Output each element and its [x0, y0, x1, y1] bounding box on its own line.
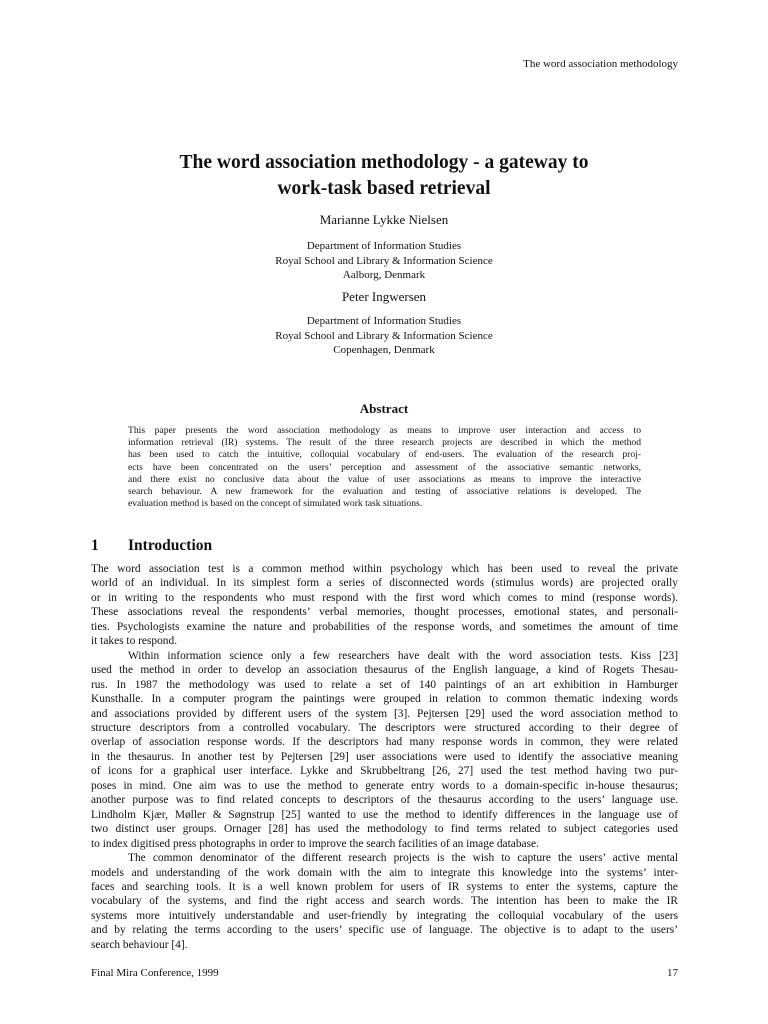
- body-text: [91, 562, 678, 952]
- body-line: These associations reveal the respondents’ verbal memories, thought processes, emotional states, and personali-: [91, 606, 678, 619]
- body-line: models and understanding of the work domain with the aim to integrate this knowledge into the systems’ inter-: [91, 866, 678, 879]
- abstract-line: information retrieval (IR) systems. The result of the three research projects are described in which the method: [128, 437, 641, 449]
- body-line: faces and searching tools. It is a well known problem for users of IR systems to enter the systems, capture the: [91, 880, 678, 893]
- abstract-line: ects have been concentrated on the users’ perception and assessment of the associative semantic networks,: [128, 461, 641, 473]
- body-line: search behaviour [4].: [91, 938, 188, 951]
- abstract-line: and there exist no conclusive data about the value of user associations as means to improve the interactive: [128, 473, 641, 485]
- body-line: and associations provided by different users of the system [3]. Pejtersen [29] used the word association method to: [91, 707, 678, 720]
- author-affiliation: [0, 314, 768, 358]
- title-line: The word association methodology - a gateway to: [179, 152, 589, 173]
- body-line: Within information science only a few researchers have dealt with the word association tests. Kiss [23]: [128, 649, 678, 662]
- abstract-line: This paper presents the word association methodology as means to improve user interaction and access to: [128, 425, 641, 436]
- affiliation-line: Department of Information Studies: [306, 315, 462, 327]
- title-line: work-task based retrieval: [277, 178, 491, 199]
- section-number: 1: [91, 537, 99, 554]
- abstract-line: search behaviour. A new framework for the evaluation and testing of associative relations is developed. The: [128, 486, 641, 498]
- abstract-heading: Abstract: [359, 401, 409, 416]
- body-line: overlap of association response words. If the descriptors had many response words in common, they were related: [91, 736, 678, 749]
- affiliation-line: Royal School and Library & Information Science: [275, 329, 493, 342]
- body-line: structure descriptors from a controlled vocabulary. The descriptors were structured according to their degree of: [91, 721, 678, 734]
- body-line: another purpose was to find related concepts to descriptors of the thesaurus according to the users’ language use.: [91, 794, 678, 807]
- body-line: Kunsthalle. In a computer program the paintings were grouped in relation to common thematic indexing words: [91, 693, 678, 706]
- body-line: world of an individual. In its simplest form a series of disconnected words (stimulus words) are projected orally: [91, 577, 678, 590]
- abstract-line: evaluation method is based on the concept of simulated work task situations.: [128, 498, 423, 510]
- body-line: vocabulary of the systems, and find the right access and search words. The intention has been to make the IR: [91, 895, 678, 908]
- body-line: ties. Psychologists examine the nature and probabilities of the response words, and sometimes the amount of time: [91, 620, 678, 633]
- body-line: of icons for a graphical user interface. Lykke and Skrubbeltrang [26, 27] used the test method having two pur-: [91, 765, 678, 778]
- body-line: to index digitised press photographs in order to improve the search facilities of an image database.: [91, 837, 539, 850]
- affiliation-line: Aalborg, Denmark: [342, 269, 426, 281]
- author-name: Peter Ingwersen: [341, 289, 427, 304]
- author-affiliation: [0, 239, 768, 283]
- body-line: The common denominator of the different research projects is the wish to capture the users’ active mental: [128, 852, 678, 865]
- running-head: The word association methodology: [523, 58, 678, 70]
- body-line: it takes to respond.: [91, 635, 178, 648]
- footer-conference: Final Mira Conference, 1999: [91, 967, 219, 979]
- body-line: two distinct user groups. Ornager [28] has used the methodology to find terms related to subject categories used: [91, 823, 678, 836]
- body-line: and by relating the terms according to the users’ specific use of language. The objective is to adapt to the users’: [91, 924, 678, 937]
- body-line: systems more intuitively understandable and user-friendly by integrating the colloquial vocabulary of the users: [91, 909, 678, 922]
- body-line: used the method in order to develop an association thesaurus of the English language, a kind of Rogets Thesau-: [91, 664, 678, 677]
- body-line: The word association test is a common method within psychology which has been used to reveal the private: [91, 563, 678, 575]
- affiliation-line: Department of Information Studies: [306, 240, 462, 252]
- body-line: in the thesaurus. In another test by Pejtersen [29] user associations were used to identify the associative meaning: [91, 750, 678, 763]
- body-line: Lindholm Kjær, Møller & Søgnstrup [25] wanted to use the method to identify differences in the language use of: [91, 808, 678, 821]
- paper-title: [0, 150, 768, 202]
- page-number: 17: [667, 967, 678, 979]
- body-line: poses in mind. One aim was to use the method to generate entry words to a domain-specific in-house thesaurus;: [91, 779, 678, 792]
- section-title: Introduction: [128, 537, 213, 554]
- section-heading: [91, 537, 212, 555]
- body-line: rus. In 1987 the methodology was used to relate a set of 140 paintings of an art exhibition in Hamburger: [91, 678, 678, 691]
- abstract-body: [128, 425, 641, 510]
- author-name: Marianne Lykke Nielsen: [319, 212, 449, 227]
- affiliation-line: Copenhagen, Denmark: [333, 344, 435, 356]
- body-line: or in writing to the respondents who must respond with the first word which comes to mind (response words).: [91, 591, 678, 604]
- affiliation-line: Royal School and Library & Information Science: [275, 254, 493, 267]
- abstract-line: has been used to catch the intuitive, colloquial vocabulary of end-users. The evaluation of the research proj-: [128, 449, 641, 461]
